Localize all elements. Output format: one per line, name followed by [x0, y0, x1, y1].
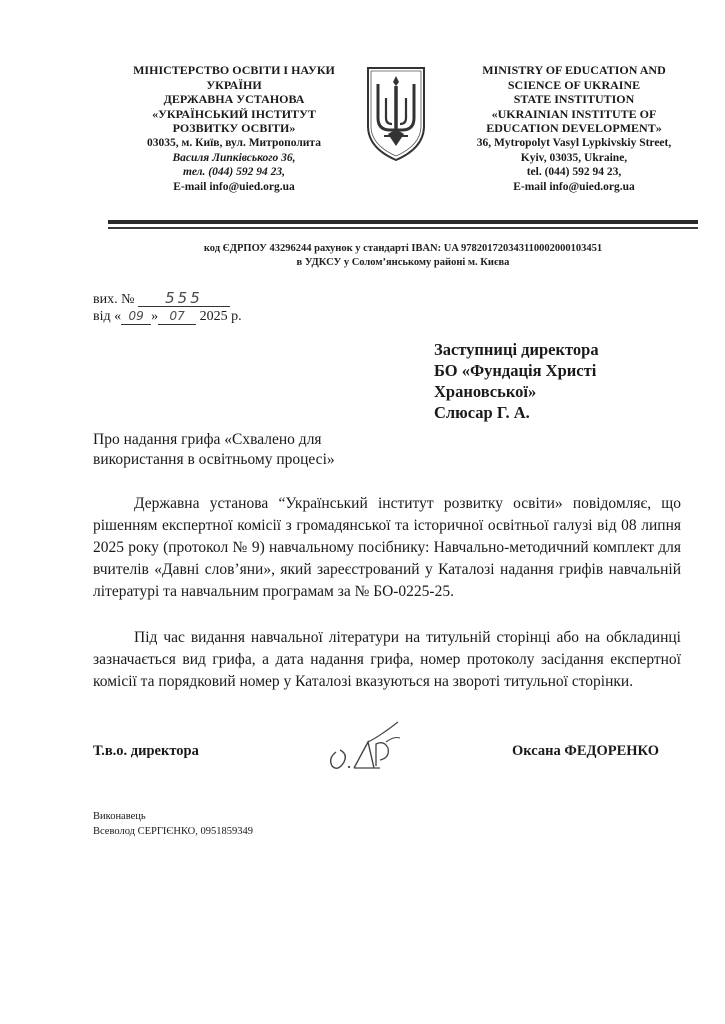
executor-label: Виконавець	[93, 811, 146, 822]
header-en-line4: «UKRAINIAN INSTITUTE OF	[491, 106, 657, 121]
addressee-line4: Слюсар Г. А.	[434, 403, 530, 422]
body-paragraph-2: Під час видання навчальної літератури на титульній сторінці або на обкладинці зазначається вид грифа, а дата надання грифа, номер протоколу засідання експертної комісії та порядковий номер у Каталозі вказуються на звороті титульної сторінки.	[93, 629, 681, 690]
header-ukrainian	[118, 63, 350, 194]
outgoing-number-value: 555	[138, 291, 230, 307]
signatory-title: Т.в.о. директора	[93, 743, 199, 759]
outgoing-date-month: 07	[158, 309, 196, 325]
addressee-block	[434, 339, 674, 423]
header-ua-email: E-mail info@uied.org.ua	[173, 180, 295, 193]
header-divider-thick	[108, 220, 698, 224]
addressee-line1: Заступниці директора	[434, 340, 599, 359]
header-divider-thin	[108, 227, 698, 229]
bank-details-line1: код ЄДРПОУ 43296244 рахунок у стандарті IBAN: UA 978201720343110002000103451	[203, 243, 603, 254]
header-en-address2: Kyiv, 03035, Ukraine,	[520, 151, 628, 164]
trident-emblem-icon	[364, 64, 428, 164]
header-en-line3: STATE INSTITUTION	[513, 92, 635, 107]
outgoing-number	[93, 291, 230, 308]
handwritten-signature	[324, 716, 406, 774]
addressee-line3: Храновської»	[434, 382, 537, 401]
body-paragraph-1: Державна установа “Український інститут розвитку освіти» повідомляє, що рішенням експертної комісії з громадянської та історичної освітньої галузі від 08 липня 2025 року (протокол № 9) навчальному посібнику: Навчально-методичний комплект для вчителів «Давні слов’яни», який зареєстрований у Каталозі надання грифів навчальній літературі та навчальним програмам за № БО-0225-25.	[93, 495, 681, 600]
header-ua-line2: УКРАЇНИ	[206, 77, 262, 92]
header-en-line5: EDUCATION DEVELOPMENT»	[486, 121, 662, 136]
header-ua-address1: 03035, м. Київ, вул. Митрополита	[147, 136, 321, 149]
subject-block	[93, 430, 393, 470]
subject-line1: Про надання грифа «Схвалено для	[93, 431, 322, 448]
header-en-phone: tel. (044) 592 94 23,	[526, 166, 622, 179]
outgoing-date	[93, 309, 242, 325]
outgoing-date-mid: »	[151, 309, 159, 324]
header-ua-line5: РОЗВИТКУ ОСВІТИ»	[172, 121, 296, 136]
header-ua-line1: МІНІСТЕРСТВО ОСВІТИ І НАУКИ	[133, 63, 335, 77]
outgoing-date-year: 2025 р.	[196, 309, 242, 324]
outgoing-date-day: 09	[121, 309, 151, 325]
header-ua-address2: Василя Липківського 36,	[172, 151, 296, 164]
subject-line2: використання в освітньому процесі»	[93, 451, 335, 468]
header-ua-line3: ДЕРЖАВНА УСТАНОВА	[163, 92, 305, 107]
header-en-email: E-mail info@uied.org.ua	[513, 180, 635, 193]
bank-details-line2: в УДКСУ у Солом’янському районі м. Києва	[296, 257, 510, 268]
header-ua-phone: тел. (044) 592 94 23,	[183, 166, 285, 179]
outgoing-date-prefix: від «	[93, 309, 122, 324]
signatory-name: Оксана ФЕДОРЕНКО	[512, 743, 659, 759]
executor-name: Всеволод СЕРГІЄНКО, 0951859349	[93, 826, 254, 837]
bank-details	[108, 242, 698, 270]
addressee-line2: БО «Фундація Христі	[434, 361, 597, 380]
header-en-line2: SCIENCE OF UKRAINE	[507, 77, 641, 92]
header-en-line1: MINISTRY OF EDUCATION AND	[482, 63, 666, 77]
header-ua-line4: «УКРАЇНСЬКИЙ ІНСТИТУТ	[152, 106, 316, 121]
header-english	[448, 63, 700, 194]
header-en-address1: 36, Mytropolyt Vasyl Lypkivskiy Street,	[476, 136, 672, 149]
outgoing-number-label: вих. №	[93, 292, 135, 307]
